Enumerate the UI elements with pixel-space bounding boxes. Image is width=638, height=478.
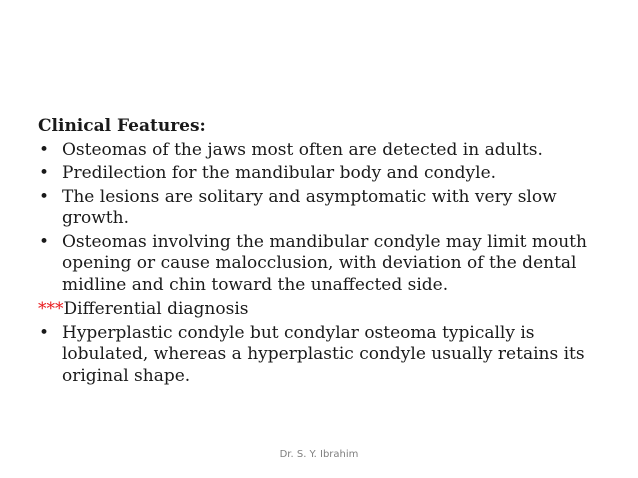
bullet-marker: •	[39, 163, 50, 183]
differential-heading	[38, 299, 598, 321]
slide-footer: Dr. S. Y. Ibrahim	[279, 449, 359, 460]
bullet-item	[38, 323, 598, 388]
bullet-text: Osteomas involving the mandibular condyle may limit mouth opening or cause malocclusion, with deviation of the dental midline and chin toward the unaffected side.	[62, 231, 587, 295]
bullet-marker: •	[39, 139, 50, 160]
bullet-item	[38, 187, 598, 230]
bullet-text: Osteomas of the jaws most often are detected in adults.	[62, 139, 543, 160]
bullet-marker: •	[39, 231, 50, 252]
slide-content	[38, 116, 598, 387]
bullet-marker: •	[39, 322, 50, 343]
bullet-text: Predilection for the mandibular body and condyle.	[62, 163, 497, 183]
bullet-text: Hyperplastic condyle but condylar osteoma typically is lobulated, whereas a hyperplastic condyle usually retains its original shape.	[62, 322, 585, 386]
bullet-marker: •	[39, 186, 50, 207]
bullet-item	[38, 232, 598, 297]
differential-heading-text: Differential diagnosis	[63, 299, 249, 319]
bullet-item	[38, 140, 598, 162]
bullet-item	[38, 163, 598, 185]
asterisk-marker: ***	[38, 299, 64, 319]
bullet-text: The lesions are solitary and asymptomatic with very slow growth.	[62, 186, 557, 228]
section-heading: Clinical Features:	[38, 116, 206, 136]
